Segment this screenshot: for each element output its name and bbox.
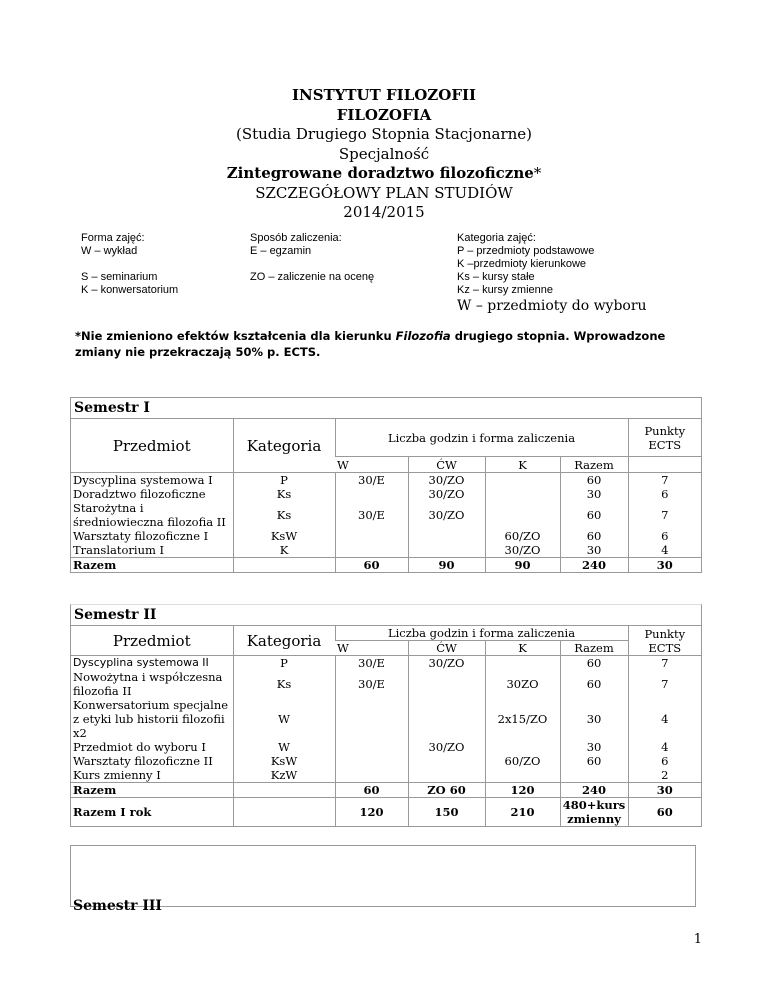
subject-cell: Razem <box>71 783 233 798</box>
category-cell: P <box>233 656 335 671</box>
subject-cell: Warsztaty filozoficzne II <box>73 754 213 768</box>
table-row <box>71 543 701 558</box>
total-hours-cell: 30 <box>560 487 628 501</box>
table-row <box>71 473 701 488</box>
cw-hours-cell: 30/ZO <box>408 473 485 488</box>
institute-title: INSTYTUT FILOZOFII <box>291 86 477 104</box>
k-hours-cell: 30/ZO <box>485 543 560 558</box>
total-hours-cell: 60 <box>560 754 628 768</box>
k-hours-cell <box>485 473 560 488</box>
category-cell: W <box>233 740 335 754</box>
total-hours-cell: 240 <box>560 558 628 573</box>
field-title: FILOZOFIA <box>336 105 432 124</box>
cw-hours-cell <box>408 754 485 768</box>
cw-hours-cell <box>408 698 485 740</box>
cw-hours-cell: ZO 60 <box>408 783 485 798</box>
w-hours-cell <box>335 698 408 740</box>
w-hours-cell: 30/E <box>335 473 408 488</box>
total-hours-cell <box>560 768 628 783</box>
ects-cell: 7 <box>628 656 701 671</box>
subject-cell: Translatorium I <box>73 543 165 557</box>
category-cell: Ks <box>233 670 335 698</box>
k-hours-cell: 60/ZO <box>485 529 560 543</box>
plan-title: SZCZEGÓŁOWY PLAN STUDIÓW <box>255 183 513 202</box>
subject-cell: Dyscyplina systemowa II <box>71 656 233 671</box>
k-hours-cell <box>485 768 560 783</box>
total-hours-cell: 30 <box>560 740 628 754</box>
k-hours-cell: 30ZO <box>485 670 560 698</box>
ects-cell: 60 <box>628 798 701 827</box>
semester-title: Semestr II <box>74 607 157 623</box>
table-row <box>71 501 701 529</box>
w-hours-cell <box>335 543 408 558</box>
category-cell: KsW <box>233 754 335 768</box>
subject-cell: Konwersatorium specjalne z etyki lub historii filozofii x2 <box>73 698 229 740</box>
semester-title: Semestr I <box>74 400 150 416</box>
ects-cell: 30 <box>628 558 701 573</box>
subject-cell: Razem I rok <box>71 798 233 827</box>
category-cell: Ks <box>233 487 335 501</box>
w-hours-cell <box>335 754 408 768</box>
legend-sposob: Sposób zaliczenia: E – egzamin ZO – zaliczenie na ocenę <box>250 232 375 283</box>
table-row <box>71 698 701 740</box>
category-cell: K <box>233 543 335 558</box>
ects-cell: 7 <box>628 473 701 488</box>
ects-cell: 4 <box>628 543 701 558</box>
semester-2-table: Semestr II Przedmiot Kategoria Liczba godzin i forma zaliczenia Punkty ECTS W ĆW K Razem Dyscyplina systemowa II P 30/E 30/ZO 60 7 Nowożytna i współczesna filozofia II Ks 30/E 30ZO 60 7 Konwersatorium specjalne z etyki lub historii filozofii x2 W 2x15/ZO 30 4 Przedmiot do wyboru I W 30/ZO 30 4 Warsztaty filozoficzne II KsW 60/ZO 60 6 Kurs zmienny I KzW 2 Razem 60 ZO 60 120 240 30 Razem I rok 120 150 210 480+kurs zmienny 60 <box>70 604 702 827</box>
table-row <box>71 558 701 573</box>
cw-hours-cell: 90 <box>408 558 485 573</box>
ects-cell: 4 <box>628 698 701 740</box>
category-cell <box>233 558 335 573</box>
cw-hours-cell: 150 <box>408 798 485 827</box>
semester-3-title: Semestr III <box>73 898 162 914</box>
total-hours-cell: 60 <box>560 529 628 543</box>
cw-hours-cell: 30/ZO <box>408 487 485 501</box>
category-cell: KzW <box>233 768 335 783</box>
note: *Nie zmieniono efektów kształcenia dla kierunku Filozofia drugiego stopnia. Wprowadzone zmiany nie przekraczają 50% p. ECTS. <box>75 329 666 359</box>
total-hours-cell: 240 <box>560 783 628 798</box>
table-row <box>71 798 701 827</box>
table-row <box>71 656 701 671</box>
total-hours-cell: 60 <box>560 501 628 529</box>
semester-1-table: Semestr I Przedmiot Kategoria Liczba godzin i forma zaliczenia Punkty ECTS W ĆW K Razem Dyscyplina systemowa I P 30/E 30/ZO 60 7 Doradztwo filozoficzne Ks 30/ZO 30 6 Starożytna i średniowieczna filozofia II Ks 30/E 30/ZO 60 7 Warsztaty filozoficzne I KsW 60/ZO 60 6 Translatorium I K 30/ZO 30 4 Razem 60 90 90 240 30 <box>70 397 702 573</box>
table-row <box>71 670 701 698</box>
subject-cell: Kurs zmienny I <box>73 768 161 782</box>
study-type: (Studia Drugiego Stopnia Stacjonarne) <box>235 125 533 143</box>
table-row <box>71 783 701 798</box>
w-hours-cell: 30/E <box>335 670 408 698</box>
category-cell: P <box>233 473 335 488</box>
ects-cell: 4 <box>628 740 701 754</box>
ects-cell: 6 <box>628 529 701 543</box>
w-hours-cell <box>335 487 408 501</box>
category-cell: KsW <box>233 529 335 543</box>
subject-cell: Doradztwo filozoficzne <box>73 487 206 501</box>
table-row <box>71 754 701 768</box>
category-cell <box>233 798 335 827</box>
ects-cell: 6 <box>628 487 701 501</box>
category-cell: Ks <box>233 501 335 529</box>
w-hours-cell <box>335 529 408 543</box>
w-hours-cell: 60 <box>335 558 408 573</box>
table-row <box>71 768 701 783</box>
table-row <box>71 740 701 754</box>
total-hours-cell: 60 <box>560 670 628 698</box>
cw-hours-cell: 30/ZO <box>408 656 485 671</box>
w-hours-cell: 30/E <box>335 501 408 529</box>
subject-cell: Przedmiot do wyboru I <box>73 740 206 754</box>
ects-cell: 2 <box>628 768 701 783</box>
table-row <box>71 529 701 543</box>
k-hours-cell: 90 <box>485 558 560 573</box>
subject-cell: Warsztaty filozoficzne I <box>73 529 209 543</box>
cw-hours-cell: 30/ZO <box>408 740 485 754</box>
cw-hours-cell <box>408 768 485 783</box>
k-hours-cell <box>485 656 560 671</box>
subject-cell: Dyscyplina systemowa I <box>71 473 233 488</box>
ects-cell: 7 <box>628 670 701 698</box>
total-hours-cell: 60 <box>560 473 628 488</box>
ects-cell: 7 <box>628 501 701 529</box>
total-hours-cell: 480+kurs zmienny <box>560 798 628 827</box>
w-hours-cell: 30/E <box>335 656 408 671</box>
specialty-name: Zintegrowane doradztwo filozoficzne* <box>226 164 542 182</box>
cw-hours-cell <box>408 543 485 558</box>
legend-forma: Forma zajęć: W – wykład S – seminarium K – konwersatorium <box>81 232 179 296</box>
ects-cell: 6 <box>628 754 701 768</box>
legend-kategoria: Kategoria zajęć: P – przedmioty podstawowe K –przedmioty kierunkowe Ks – kursy stałe Kz – kursy zmienne W – przedmioty do wyboru <box>457 232 647 314</box>
total-hours-cell: 30 <box>560 698 628 740</box>
category-cell: W <box>233 698 335 740</box>
subject-cell: Starożytna i średniowieczna filozofia II <box>73 501 226 529</box>
specialty-label: Specjalność <box>338 144 430 163</box>
cw-hours-cell <box>408 529 485 543</box>
total-hours-cell: 60 <box>560 656 628 671</box>
document-header <box>0 86 768 223</box>
category-cell <box>233 783 335 798</box>
w-hours-cell: 60 <box>335 783 408 798</box>
k-hours-cell <box>485 487 560 501</box>
ects-cell: 30 <box>628 783 701 798</box>
cw-hours-cell <box>408 670 485 698</box>
w-hours-cell <box>335 740 408 754</box>
w-hours-cell: 120 <box>335 798 408 827</box>
academic-year: 2014/2015 <box>343 203 425 221</box>
total-hours-cell: 30 <box>560 543 628 558</box>
k-hours-cell: 60/ZO <box>485 754 560 768</box>
k-hours-cell <box>485 740 560 754</box>
cw-hours-cell: 30/ZO <box>408 501 485 529</box>
k-hours-cell: 2x15/ZO <box>485 698 560 740</box>
k-hours-cell: 120 <box>485 783 560 798</box>
k-hours-cell: 210 <box>485 798 560 827</box>
page-number: 1 <box>693 932 702 947</box>
subject-cell: Nowożytna i współczesna filozofia II <box>73 670 223 698</box>
k-hours-cell <box>485 501 560 529</box>
w-hours-cell <box>335 768 408 783</box>
subject-cell: Razem <box>71 558 233 573</box>
table-row <box>71 487 701 501</box>
